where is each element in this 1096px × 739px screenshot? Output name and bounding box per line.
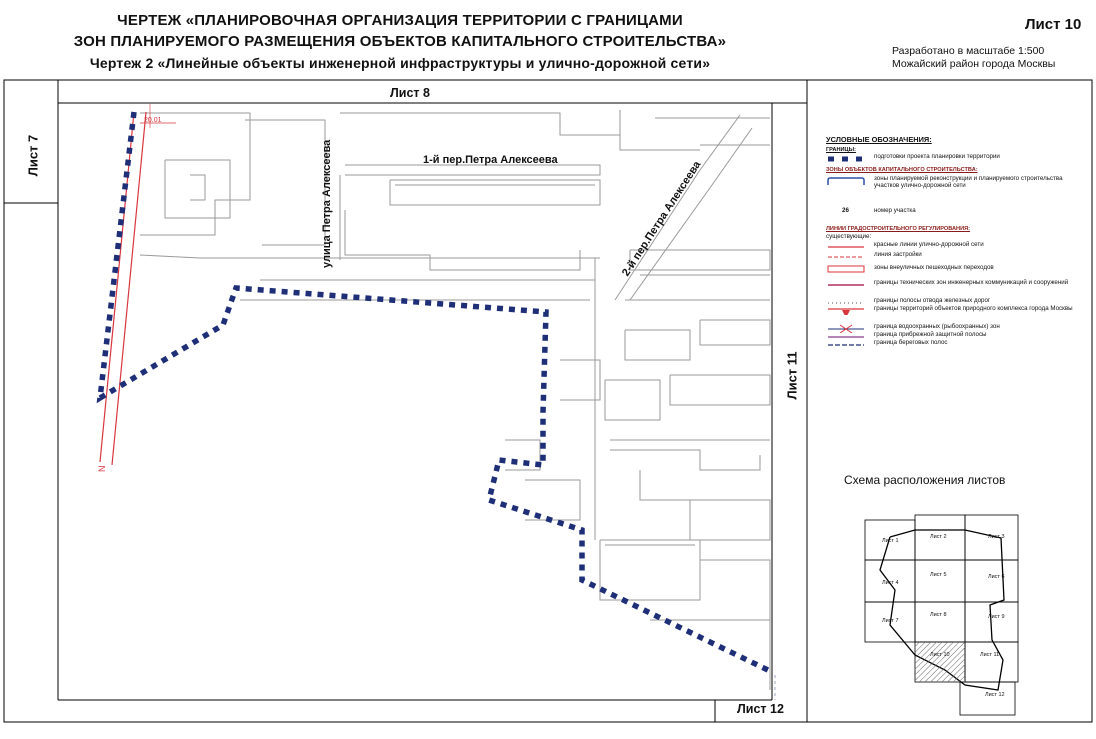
legend-ped-zone: зоны внеуличных пешеходных переходов <box>874 264 994 271</box>
legend-build-line: линия застройки <box>874 251 922 258</box>
scheme-cell-12: Лист 12 <box>985 692 1005 698</box>
scheme-cell-6: Лист 6 <box>988 574 1005 580</box>
scheme-cell-7: Лист 7 <box>882 618 899 624</box>
dimension-label: 20.01 <box>144 117 162 124</box>
scheme-cell-11: Лист 11 <box>980 652 1000 658</box>
scheme-title: Схема расположения листов <box>844 473 1006 487</box>
legend-red-lines: красные линии улично-дорожной сети <box>874 241 984 248</box>
neighbor-top: Лист 8 <box>390 86 430 100</box>
legend-rail: границы полосы отвода железных дорог <box>874 297 991 304</box>
legend-zone-symbol <box>826 176 866 185</box>
district-note: Можайский район города Москвы <box>892 58 1056 70</box>
legend-boundary-project: подготовки проекта планировки территории <box>874 153 1000 160</box>
legend-nature: границы территорий объектов природного комплекса города Москвы <box>874 305 1073 312</box>
scheme-cell-1: Лист 1 <box>882 538 899 544</box>
legend-coastal: граница прибрежной защитной полосы <box>874 331 987 338</box>
neighbor-left: Лист 7 <box>25 134 41 177</box>
title-line-1: ЧЕРТЕЖ «ПЛАНИРОВОЧНАЯ ОРГАНИЗАЦИЯ ТЕРРИТОРИИ С ГРАНИЦАМИ <box>117 12 683 29</box>
legend-plot-number: 26 <box>842 207 849 214</box>
red-line-mark: N <box>97 465 107 472</box>
street-lane-1: 1-й пер.Петра Алексеева <box>423 154 558 166</box>
legend-water: граница водоохранных (рыбоохранных) зон <box>874 323 1000 330</box>
legend-zones-head: ЗОНЫ ОБЪЕКТОВ КАПИТАЛЬНОГО СТРОИТЕЛЬСТВА: <box>826 167 978 173</box>
legend-shore: граница береговых полос <box>874 339 948 346</box>
scale-note: Разработано в масштабе 1:500 <box>892 45 1045 57</box>
scheme-cell-8: Лист 8 <box>930 612 947 618</box>
legend-boundaries-head: ГРАНИЦЫ: <box>826 147 856 153</box>
street-main: улица Петра Алексеева <box>321 139 333 268</box>
neighbor-bottom: Лист 12 <box>737 702 784 716</box>
title-line-2: ЗОН ПЛАНИРУЕМОГО РАЗМЕЩЕНИЯ ОБЪЕКТОВ КАПИТАЛЬНОГО СТРОИТЕЛЬСТВА» <box>73 33 727 50</box>
neighbor-right: Лист 11 <box>784 351 800 400</box>
scheme-cell-5: Лист 5 <box>930 572 947 578</box>
legend-lines-head: ЛИНИИ ГРАДОСТРОИТЕЛЬНОГО РЕГУЛИРОВАНИЯ: <box>826 226 971 232</box>
current-sheet-hatch <box>915 642 965 682</box>
scheme-cell-9: Лист 9 <box>988 614 1005 620</box>
title-line-3: Чертеж 2 «Линейные объекты инженерной инфраструктуры и улично-дорожной сети» <box>89 55 711 71</box>
legend-heading: УСЛОВНЫЕ ОБОЗНАЧЕНИЯ: <box>826 135 932 144</box>
scheme-cell-10: Лист 10 <box>930 652 950 658</box>
street-lane-2: 2-й пер.Петра Алексеева <box>620 159 704 279</box>
scheme-cell-3: Лист 3 <box>988 534 1005 540</box>
legend-existing: существующие: <box>826 233 872 240</box>
legend-plot-text: номер участка <box>874 207 916 214</box>
scheme-cell-4: Лист 4 <box>882 580 899 586</box>
legend-zone-text: зоны планируемой реконструкции и планируемого строительства участков улично-дорожной сети <box>874 175 1063 189</box>
legend-boundary-symbol <box>826 154 866 163</box>
legend-tech-zone: границы технических зон инженерных коммуникаций и сооружений <box>874 279 1069 286</box>
scheme-cell-2: Лист 2 <box>930 534 947 540</box>
sheet-number: Лист 10 <box>1025 16 1082 33</box>
